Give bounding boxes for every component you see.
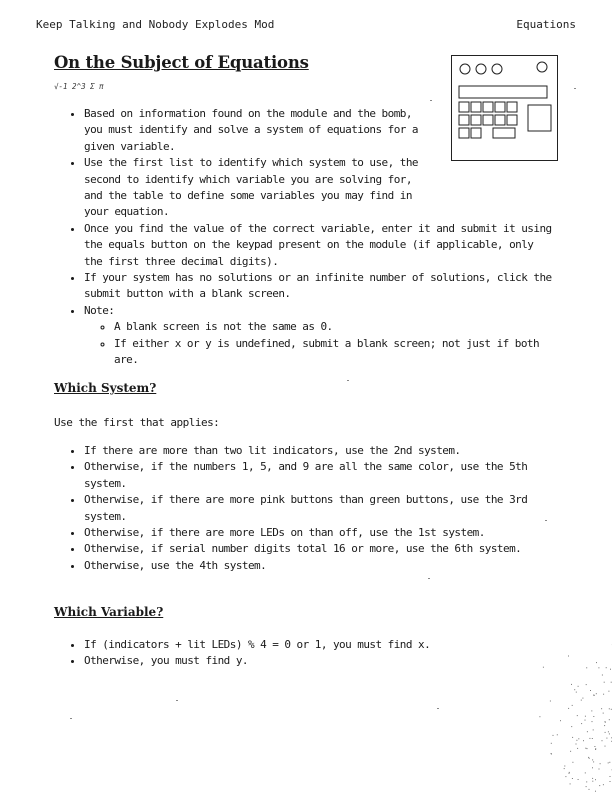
grain-dot	[587, 748, 588, 749]
grain-dot	[577, 715, 578, 716]
paper-speck	[347, 380, 349, 381]
grain-dot	[569, 773, 570, 774]
grain-dot	[592, 778, 593, 779]
grain-dot	[609, 733, 610, 734]
grain-dot	[583, 740, 584, 741]
system-rule-1: • If there are more than two lit indicators, use the 2nd system.	[84, 443, 554, 459]
grain-dot	[571, 726, 572, 727]
intro-item-2: • Use the first list to identify which system to use, the second to identify which variable you are solving for, and the table to define some variables you may find in your equation.	[84, 155, 554, 221]
page-subtitle: √-1 2^3 Σ π	[54, 82, 104, 91]
grain-dot	[595, 779, 596, 780]
grain-dot	[604, 682, 605, 683]
grain-dot	[577, 748, 578, 749]
grain-dot	[586, 667, 587, 668]
grain-dot	[591, 710, 592, 711]
grain-dot	[604, 725, 605, 726]
system-rule-3: • Otherwise, if there are more pink buttons than green buttons, use the 3rd system.	[84, 492, 554, 525]
grain-dot	[593, 729, 594, 730]
grain-dot	[585, 716, 586, 717]
grain-dot	[586, 781, 587, 782]
grain-dot	[564, 768, 565, 769]
paper-speck	[437, 708, 439, 709]
paper-speck	[176, 700, 178, 701]
grain-dot	[599, 769, 600, 770]
intro-list	[54, 106, 554, 369]
grain-dot	[570, 783, 571, 784]
grain-dot	[606, 738, 607, 739]
grain-dot	[610, 669, 611, 670]
note-item-1: ◦ A blank screen is not the same as 0.	[114, 319, 554, 335]
which-system-list	[54, 443, 554, 574]
grain-dot	[603, 713, 604, 714]
grain-dot	[543, 667, 544, 668]
grain-dot	[570, 751, 571, 752]
system-rule-4: • Otherwise, if there are more LEDs on than off, use the 1st system.	[84, 525, 554, 541]
header-module-name: Equations	[516, 18, 576, 31]
grain-dot	[585, 772, 586, 773]
grain-dot	[590, 690, 591, 691]
intro-item-note	[84, 303, 554, 369]
note-item-2: ◦ If either x or y is undefined, submit a blank screen; not just if both are.	[114, 336, 554, 369]
grain-dot	[574, 689, 575, 690]
which-variable-section	[54, 637, 554, 670]
grain-dot	[593, 716, 594, 717]
grain-dot	[593, 695, 594, 696]
variable-rule-2: • Otherwise, you must find y.	[84, 653, 554, 669]
grain-dot	[609, 708, 610, 709]
paper-grain-texture	[532, 642, 612, 792]
grain-dot	[572, 705, 573, 706]
grain-dot	[565, 776, 566, 777]
grain-dot	[592, 721, 593, 722]
grain-dot	[606, 667, 607, 668]
grain-dot	[610, 776, 611, 777]
which-variable-heading: Which Variable?	[54, 605, 164, 619]
grain-dot	[586, 786, 587, 787]
grain-dot	[578, 686, 579, 687]
grain-dot	[581, 723, 582, 724]
grain-dot	[568, 708, 569, 709]
grain-dot	[550, 701, 551, 702]
paper-speck	[428, 578, 430, 579]
grain-dot	[608, 691, 609, 692]
grain-dot	[596, 693, 597, 694]
grain-dot	[568, 656, 569, 657]
system-rule-6: • Otherwise, use the 4th system.	[84, 558, 554, 574]
grain-dot	[588, 757, 589, 758]
grain-dot	[539, 716, 540, 717]
grain-dot	[608, 762, 609, 763]
grain-dot	[605, 722, 606, 723]
which-system-lead: Use the first that applies:	[54, 416, 220, 429]
grain-dot	[564, 766, 565, 767]
grain-dot	[576, 692, 577, 693]
grain-dot	[589, 789, 590, 790]
grain-dot	[557, 734, 558, 735]
grain-dot	[608, 731, 609, 732]
grain-dot	[572, 762, 573, 763]
grain-dot	[605, 732, 606, 733]
grain-dot	[602, 675, 603, 676]
intro-item-3: • Once you find the value of the correct variable, enter it and submit it using the equals button on the keypad present on the module (if applicable, only the first three decimal digits).	[84, 221, 554, 270]
header-mod-title: Keep Talking and Nobody Explodes Mod	[36, 18, 275, 31]
intro-item-1: • Based on information found on the module and the bomb, you must identify and solve a system of equations for a given variable.	[84, 106, 554, 155]
grain-dot	[610, 781, 611, 782]
grain-dot	[594, 746, 595, 747]
note-label: Note:	[84, 303, 115, 317]
grain-dot	[569, 772, 570, 773]
grain-dot	[560, 720, 561, 721]
grain-dot	[576, 744, 577, 745]
grain-dot	[586, 684, 587, 685]
system-rule-2: • Otherwise, if the numbers 1, 5, and 9 are all the same color, use the 5th system.	[84, 459, 554, 492]
grain-dot	[582, 698, 583, 699]
grain-dot	[593, 761, 594, 762]
grain-dot	[587, 731, 588, 732]
system-rule-5: • Otherwise, if serial number digits total 16 or more, use the 6th system.	[84, 541, 554, 557]
page-title: On the Subject of Equations	[54, 53, 309, 72]
variable-rule-1: • If (indicators + lit LEDs) % 4 = 0 or 1, you must find x.	[84, 637, 554, 653]
grain-dot	[601, 708, 602, 709]
note-list	[84, 319, 554, 368]
grain-dot	[576, 740, 577, 741]
paper-speck	[574, 88, 576, 89]
grain-dot	[585, 748, 586, 749]
grain-dot	[592, 767, 593, 768]
grain-dot	[589, 758, 590, 759]
grain-dot	[585, 720, 586, 721]
grain-dot	[592, 781, 593, 782]
paper-speck	[430, 100, 432, 101]
grain-dot	[572, 737, 573, 738]
grain-dot	[600, 763, 601, 764]
grain-dot	[589, 738, 590, 739]
grain-dot	[571, 684, 572, 685]
intro-item-4: • If your system has no solutions or an infinite number of solutions, click the submit button with a blank screen.	[84, 270, 554, 303]
grain-dot	[581, 700, 582, 701]
grain-dot	[572, 778, 573, 779]
which-variable-list	[54, 637, 554, 670]
grain-dot	[551, 743, 552, 744]
grain-dot	[609, 762, 610, 763]
grain-dot	[602, 740, 603, 741]
grain-dot	[596, 662, 597, 663]
which-system-section	[54, 443, 554, 574]
intro-section	[54, 106, 554, 369]
grain-dot	[609, 719, 610, 720]
grain-dot	[578, 738, 579, 739]
paper-speck	[545, 520, 547, 521]
grain-dot	[599, 785, 600, 786]
grain-dot	[598, 667, 599, 668]
grain-dot	[592, 738, 593, 739]
grain-dot	[603, 694, 604, 695]
grain-dot	[551, 753, 552, 754]
which-system-heading: Which System?	[54, 381, 157, 395]
grain-dot	[595, 749, 596, 750]
grain-dot	[553, 735, 554, 736]
grain-dot	[578, 779, 579, 780]
paper-speck	[70, 718, 72, 719]
grain-dot	[605, 746, 606, 747]
grain-dot	[592, 759, 593, 760]
grain-dot	[603, 784, 604, 785]
